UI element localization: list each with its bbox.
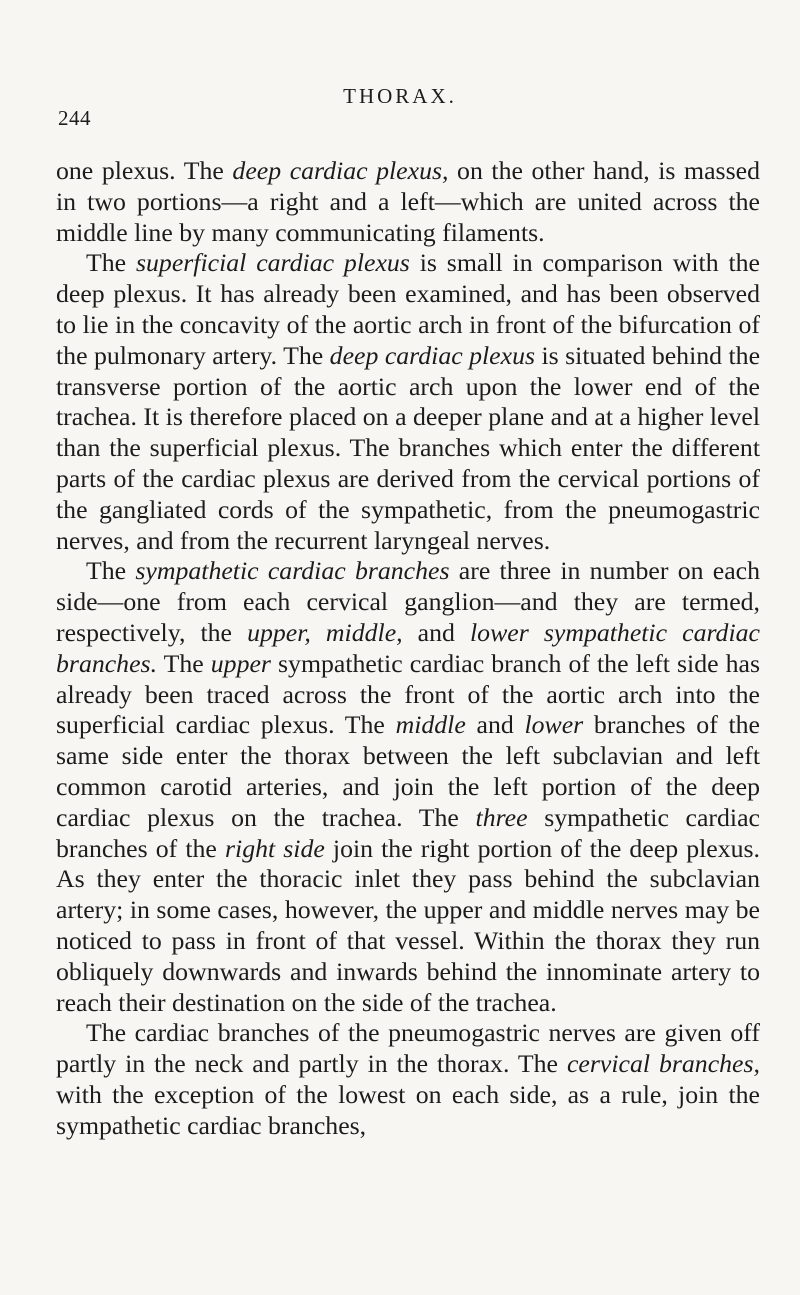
- body-text: [56, 156, 760, 1142]
- paragraph: [56, 156, 760, 248]
- italic-run: upper: [210, 648, 271, 678]
- italic-run: deep cardiac plexus: [329, 340, 536, 370]
- italic-run: right side: [224, 833, 325, 863]
- paragraph: [56, 556, 760, 1018]
- text-run: The cardiac branches of the pneumogastric nerves are given off partly in the neck and partly in the thorax. The: [56, 1018, 760, 1079]
- italic-run: deep cardiac plexus,: [232, 156, 449, 185]
- text-run: and: [402, 617, 470, 647]
- text-run: with the exception of the lowest on each side, as a rule, join the sympathetic cardiac branches,: [56, 1079, 760, 1140]
- text-run: is small in comparison with the deep plexus. It has already been examined, and has been observed to lie in the concavity of the aortic arch in front of the bifurcation of the pulmonary artery. The: [56, 248, 760, 370]
- italic-run: lower: [524, 710, 584, 740]
- paragraph: [56, 248, 760, 556]
- text-run: The: [157, 648, 211, 678]
- text-run: join the right portion of the deep plexus. As they enter the thoracic inlet they pass behind the subclavian artery; in some cases, however, the upper and middle nerves may be noticed to pass in front of that vessel. Within the thorax they run obliquely downwards and inwards behind the innominate artery to reach their destination on the side of the trachea.: [56, 833, 760, 1017]
- text-run: sympathetic cardiac branch of the left side has already been traced across the front of the aortic arch into the superficial cardiac plexus. The: [56, 648, 760, 740]
- text-run: sympathetic cardiac branches of the: [56, 802, 760, 863]
- text-run: on the other hand, is massed in two portions—a right and a left—which are united across the middle line by many communicating filaments.: [56, 156, 760, 247]
- italic-run: superficial cardiac plexus: [135, 248, 410, 278]
- text-run: and: [465, 710, 525, 740]
- text-run: The: [86, 248, 136, 278]
- text-run: one plexus. The: [56, 156, 233, 185]
- paragraph: [56, 1018, 760, 1141]
- italic-run: cervical branches,: [566, 1049, 760, 1079]
- italic-run: three: [475, 802, 528, 832]
- text-run: is situated behind the transverse portion of the aortic arch upon the lower end of the trachea. It is therefore placed on a deeper plane and at a higher level than the superficial plexus. The branches which enter the different parts of the cardiac plexus are derived from the cervical portions of the gangliated cords of the sympathetic, from the pneumogastric nerves, and from the recurrent laryngeal nerves.: [56, 340, 761, 555]
- italic-run: middle: [395, 710, 466, 740]
- text-run: branches of the same side enter the thorax between the left subclavian and left common carotid arteries, and join the left portion of the deep cardiac plexus on the trachea. The: [56, 710, 761, 832]
- italic-run: lower sympathetic cardiac branches.: [56, 617, 760, 678]
- page-number: 244: [58, 106, 91, 130]
- text-run: The: [86, 556, 136, 586]
- text-run: are three in number on each side—one from each cervical ganglion—and they are termed, respectively, the: [56, 556, 761, 647]
- italic-run: upper, middle,: [247, 617, 403, 647]
- running-head: THORAX.: [343, 84, 457, 108]
- italic-run: sympathetic cardiac branches: [135, 556, 450, 586]
